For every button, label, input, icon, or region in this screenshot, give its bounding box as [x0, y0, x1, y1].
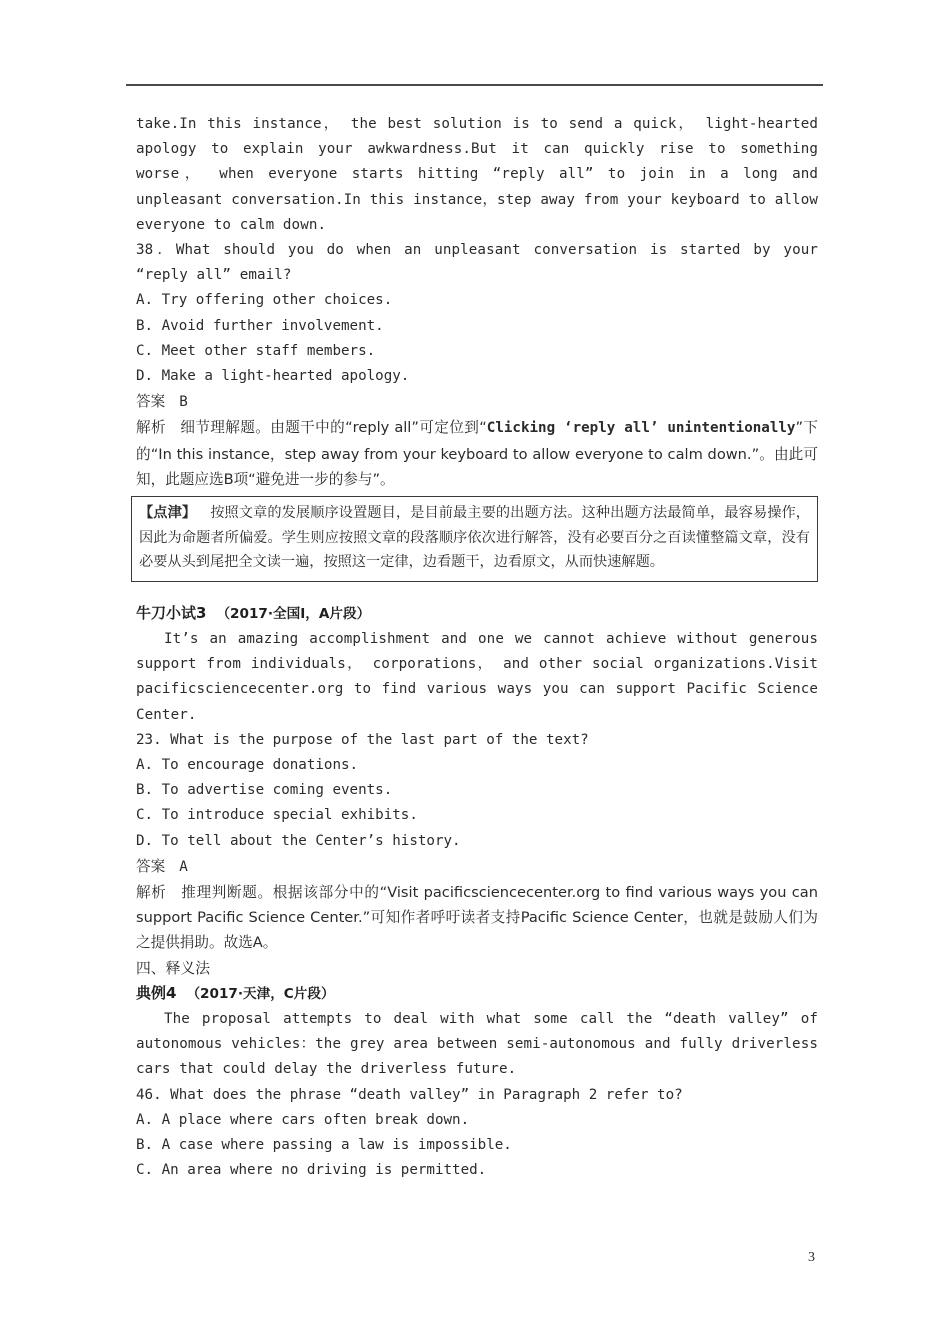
question-23-option-b: B. To advertise coming events. [136, 782, 393, 799]
header-rule [126, 84, 823, 86]
question-23-option-c: C. To introduce special exhibits. [136, 807, 418, 824]
question-23-answer-line [136, 854, 818, 880]
answer-label: 答案 [136, 857, 166, 875]
analysis-label: 解析 [136, 419, 166, 437]
section-heading-label: 典例4 [136, 983, 177, 1002]
page-number: 3 [808, 1250, 815, 1265]
analysis-quote-bold: Clicking ‘reply all’ unintentionally [486, 420, 796, 437]
section-heading-source: （2017·天津，C片段） [186, 985, 335, 1002]
dianli-4-passage: The proposal attempts to deal with what some call the “death valley” of autonomous vehicles：the grey area between semi-autonomous and fully driverless cars that could delay the driverless future. [136, 1011, 818, 1078]
analysis-text-part1: 细节理解题。由题干中的“reply all”可定位到“ [179, 419, 487, 437]
answer-value: A [179, 858, 188, 875]
question-46-option-c: C. An area where no driving is permitted. [136, 1162, 487, 1179]
tip-box-text: 按照文章的发展顺序设置题目，是目前最主要的出题方法。这种出题方法最简单，最容易操作，因此为命题者所偏爱。学生则应按照文章的段落顺序依次进行解答，没有必要百分之百读懂整篇文章，没有必要从头到尾把全文读一遍，按照这一定律，边看题干，边看原文，从而快速解题。 [139, 505, 810, 571]
tip-box-label: 【点津】 [139, 505, 197, 522]
question-46-option-a: A. A place where cars often break down. [136, 1111, 470, 1128]
analysis-text: 推理判断题。根据该部分中的“Visit pacificsciencecenter.org to find various ways you can support Pacific Science Center.”可知作者呼吁读者支持Pacific Science Center，也就是鼓励人们为之提供捐助。故选A。 [136, 884, 818, 952]
question-23-option-d: D. To tell about the Center’s history. [136, 832, 461, 849]
analysis-text-part2: ”下的“In this instance，step away from your keyboard to allow everyone to calm down.”。由此可知，此题应选B项“避免进一步的参与”。 [136, 419, 818, 488]
question-38-stem: 38．What should you do when an unpleasant conversation is started by your “reply all” email? [136, 242, 818, 284]
question-46-stem: 46. What does the phrase “death valley” in Paragraph 2 refer to? [136, 1086, 683, 1103]
tip-box [131, 496, 818, 582]
question-38-answer-line [136, 389, 818, 415]
section-heading-label: 牛刀小试3 [136, 603, 207, 622]
question-38-option-c: C. Meet other staff members. [136, 342, 376, 359]
tip-box-paragraph [139, 501, 810, 575]
passage-paragraph-continued: take.In this instance， the best solution is to send a quick， light-hearted apology to explain your awkwardness.But it can quickly rise to something worse， when everyone starts hitting “reply all” to join in a long and unpleasant conversation.In this instance，step away from your keyboard to allow everyone to calm down. [136, 116, 818, 233]
answer-label: 答案 [136, 393, 166, 411]
section-heading-source: （2017·全国Ⅰ，A片段） [216, 605, 371, 622]
question-38-analysis [136, 415, 818, 492]
question-38-option-d: D. Make a light-hearted apology. [136, 368, 410, 385]
question-23-stem: 23. What is the purpose of the last part of the text? [136, 731, 589, 748]
niudao-3-passage: It’s an amazing accomplishment and one we cannot achieve without generous support from individuals， corporations， and other social organizations.Visit pacificsciencecenter.org to find various ways you can support Pacific Science Center. [136, 631, 818, 723]
page-content [136, 112, 818, 1184]
question-23-option-a: A. To encourage donations. [136, 757, 359, 774]
question-38-option-a: A. Try offering other choices. [136, 292, 393, 309]
section-heading-dianli-4 [136, 981, 818, 1007]
answer-value: B [179, 394, 188, 411]
question-46-option-b: B. A case where passing a law is impossible. [136, 1137, 512, 1154]
section-heading-four: 四、释义法 [136, 959, 210, 977]
question-23-analysis [136, 880, 818, 956]
analysis-label: 解析 [136, 884, 167, 902]
section-heading-niudao-3 [136, 601, 818, 627]
question-38-option-b: B. Avoid further involvement. [136, 317, 384, 334]
